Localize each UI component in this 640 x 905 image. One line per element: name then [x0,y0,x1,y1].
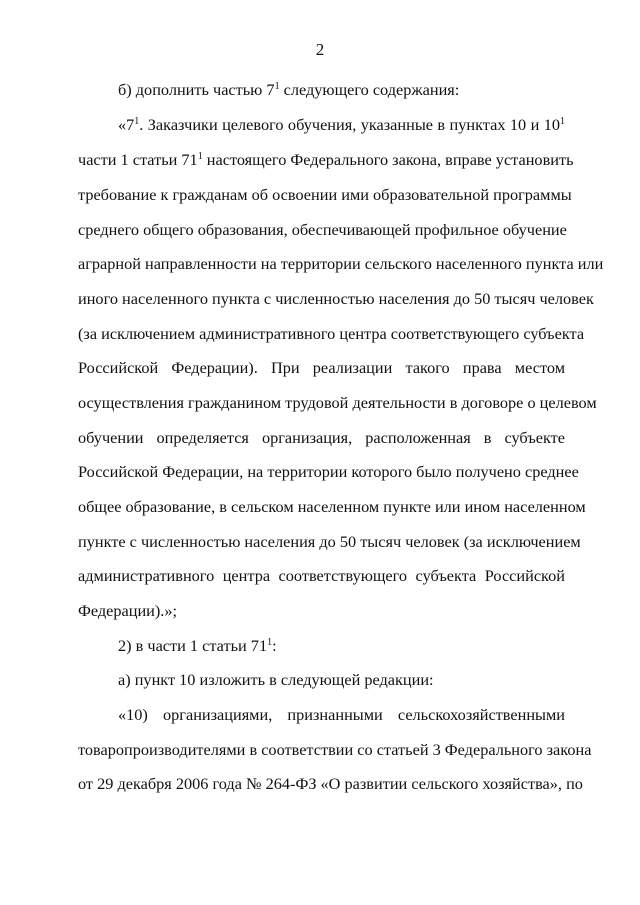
paragraph-line [78,324,585,344]
line-text: общее образование, в сельском населенном пункте или ином населенном [78,497,586,516]
line-text: от 29 декабря 2006 года № 264-ФЗ «О развитии сельского хозяйства», по [78,774,583,793]
paragraph-line [118,115,565,135]
paragraph-line [78,566,565,586]
superscript: 1 [197,151,203,162]
paragraph-line [78,393,597,413]
paragraph-line [78,428,565,448]
line-text: «10) организациями, признанными сельскохозяйственными [118,705,565,724]
line-text: Федерации).»; [78,601,178,620]
line-text: среднего общего образования, обеспечивающей профильное обучение [78,220,567,239]
page-number: 2 [315,40,325,59]
paragraph-line [78,462,579,482]
paragraph-line [78,532,581,552]
line-text: административного центра соответствующего субъекта Российской [78,566,565,585]
line-text: а) пункт 10 изложить в следующей редакции: [118,670,434,689]
paragraph-line [78,740,592,760]
line-text: . Заказчики целевого обучения, указанные в пунктах 10 и 10 [139,115,560,134]
line-text: б) дополнить частью 7 [118,80,275,99]
line-text: следующего содержания: [279,80,460,99]
line-text: Российской Федерации). При реализации такого права местом [78,358,565,377]
paragraph-line [118,80,459,100]
line-text: части 1 статьи 71 [78,150,198,169]
line-text: иного населенного пункта с численностью населения до 50 тысяч человек [78,289,594,308]
paragraph-line [118,670,434,690]
paragraph-line [78,601,177,621]
superscript: 1 [267,637,273,648]
paragraph-line [78,150,574,170]
line-text: товаропроизводителями в соответствии со статьей 3 Федерального закона [78,740,592,759]
paragraph-line [78,220,565,240]
superscript: 1 [274,81,280,92]
superscript: 1 [560,116,565,127]
paragraph-line [78,358,565,378]
line-text: обучении определяется организация, расположенная в субъекте [78,428,565,447]
superscript: 1 [134,116,140,127]
line-text: аграрной направленности на территории сельского населенного пункта или [78,254,604,273]
paragraph-line [78,254,604,274]
line-text: «7 [118,115,135,134]
line-text: Российской Федерации, на территории которого было получено среднее [78,462,579,481]
line-text: осуществления гражданином трудовой деятельности в договоре о целевом [78,393,597,412]
paragraph-line [78,289,594,309]
paragraph-line [78,185,572,205]
paragraph-line [78,497,586,517]
paragraph-line [78,774,583,794]
line-text: требование к гражданам об освоении ими образовательной программы [78,185,572,204]
line-text: пункте с численностью населения до 50 тысяч человек (за исключением [78,532,581,551]
paragraph-line [118,636,277,656]
line-text: 2) в части 1 статьи 71 [118,636,268,655]
paragraph-line [118,705,565,725]
line-text: (за исключением административного центра соответствующего субъекта [78,324,585,343]
line-text: настоящего Федерального закона, вправе установить [202,150,574,169]
line-text: : [272,636,277,655]
